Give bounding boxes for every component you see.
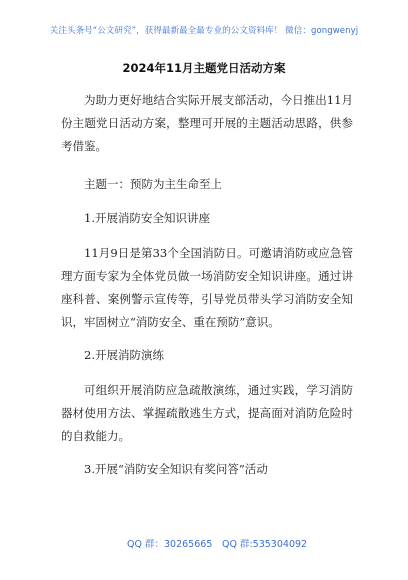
header-notice: 关注头条号“公文研究”，获得最新最全最专业的公文资料库！ 微信：gongwenyj [49, 26, 359, 36]
item2-heading: 2.开展消防演练 [84, 348, 164, 362]
footer-qq-group-1: QQ 群：30265665 [127, 539, 213, 550]
item2-paragraph: 可组织开展消防应急疏散演练，通过实践，学习消防器材使用方法、掌握疏散逃生方式，提高面对消防危险时的自救能力。 [61, 383, 353, 443]
footer-qq-group-2: QQ 群:535304092 [222, 539, 308, 550]
item1-paragraph: 11月9日是第33个全国消防日。可邀请消防或应急管理方面专家为全体党员做一场消防安全知识讲座。通过讲座科普、案例警示宣传等，引导党员带头学习消防安全知识，牢固树立“消防安全、重在预防”意识。 [61, 246, 353, 329]
item3-heading: 3.开展“消防安全知识有奖问答”活动 [84, 462, 268, 476]
document-title: 2024年11月主题党日活动方案 [122, 61, 286, 75]
intro-paragraph: 为助力更好地结合实际开展支部活动，今日推出11月份主题党日活动方案，整理可开展的主题活动思路，供参考借鉴。 [61, 93, 353, 153]
item1-heading: 1.开展消防安全知识讲座 [84, 211, 210, 225]
theme-heading: 主题一：预防为主生命至上 [84, 177, 222, 191]
